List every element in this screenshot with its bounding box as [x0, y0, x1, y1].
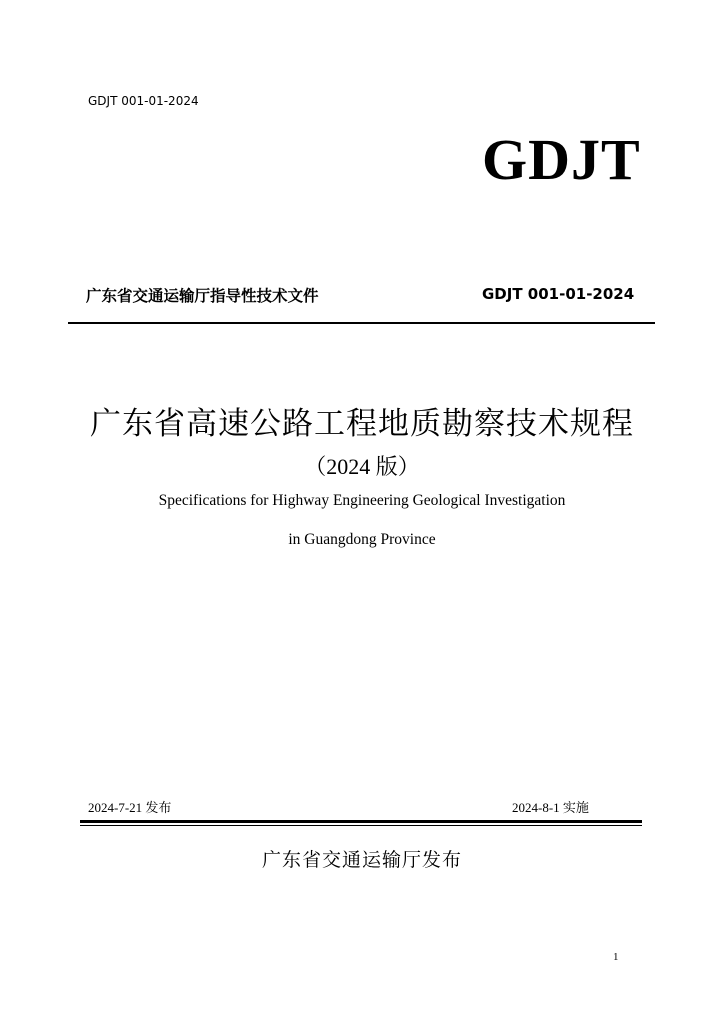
footer-divider-thin	[80, 825, 642, 826]
publisher: 广东省交通运输厅发布	[261, 849, 462, 871]
implementation-date: 2024-8-1 实施	[512, 800, 589, 815]
header-divider	[68, 322, 655, 324]
edition-label: （2024 版）	[304, 454, 420, 479]
page-number: 1	[613, 951, 619, 963]
standard-code: GDJT 001-01-2024	[482, 285, 635, 303]
title-chinese: 广东省高速公路工程地质勘察技术规程	[90, 406, 634, 442]
document-category: 广东省交通运输厅指导性技术文件	[86, 287, 319, 305]
standard-logo: GDJT	[482, 127, 641, 192]
issue-date: 2024-7-21 发布	[88, 800, 172, 815]
title-english-line-2: in Guangdong Province	[288, 531, 436, 548]
footer-divider-thick	[80, 820, 642, 823]
document-code: GDJT 001-01-2024	[88, 94, 199, 108]
title-english-line-1: Specifications for Highway Engineering Geological Investigation	[158, 492, 566, 509]
